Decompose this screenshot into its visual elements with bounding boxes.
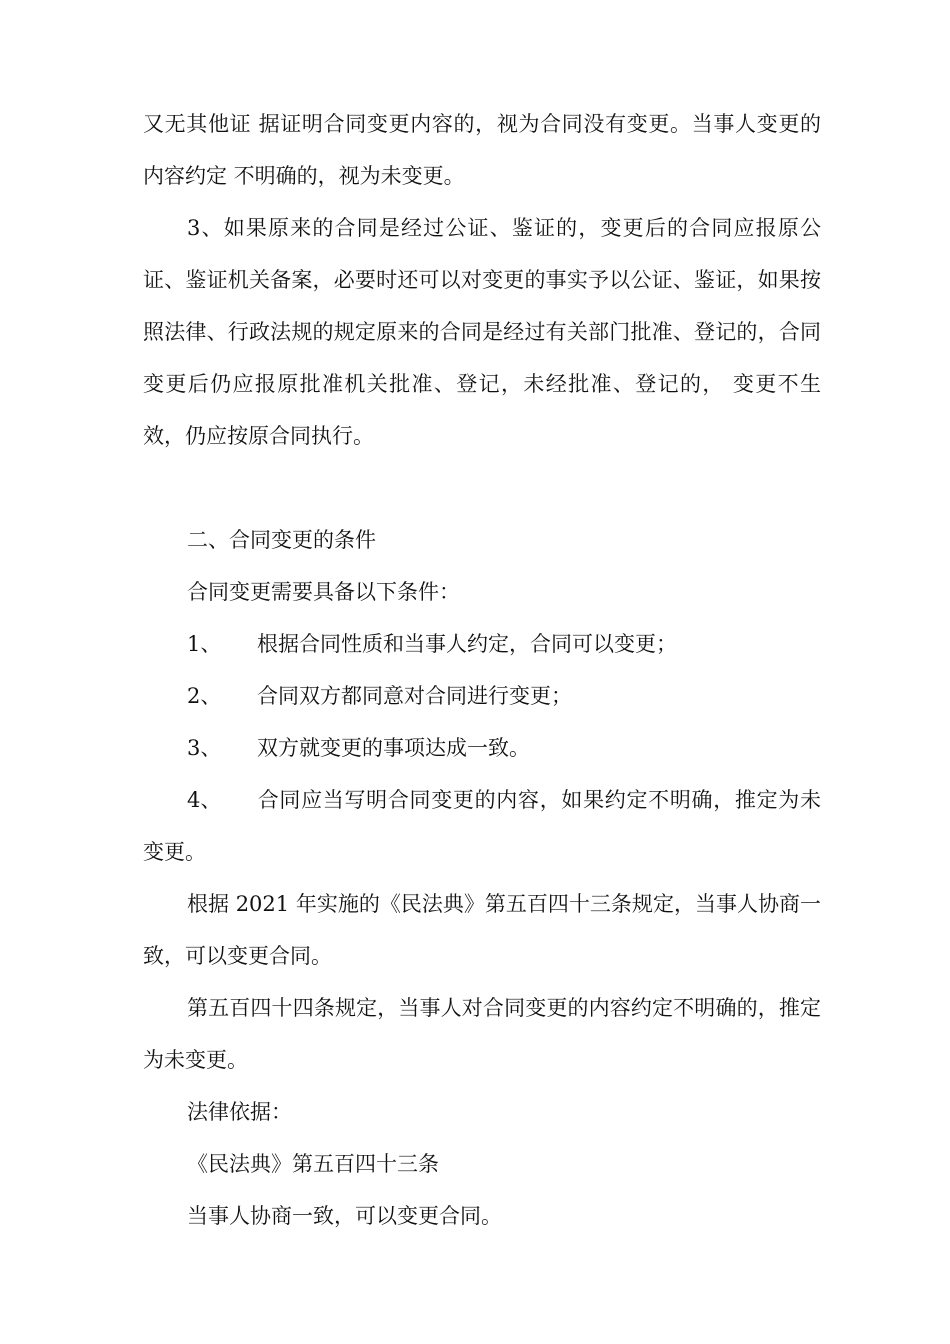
paragraph-continued: 又无其他证 据证明合同变更内容的，视为合同没有变更。当事人变更的内容约定 不明确的，视为未变更。 bbox=[143, 112, 821, 188]
list-item-text: 双方就变更的事项达成一致。 bbox=[257, 736, 530, 760]
list-item-text: 根据合同性质和当事人约定，合同可以变更； bbox=[257, 632, 677, 656]
list-item bbox=[143, 670, 821, 722]
list-item-text: 合同应当写明合同变更的内容，如果约定不明确，推定为未 变更。 bbox=[143, 788, 821, 864]
list-item-number: 2、 bbox=[187, 684, 222, 708]
list-item-text: 合同双方都同意对合同进行变更； bbox=[257, 684, 572, 708]
list-item-number: 1、 bbox=[187, 632, 222, 656]
conditions-intro: 合同变更需要具备以下条件： bbox=[187, 580, 460, 604]
section-heading: 二、合同变更的条件 bbox=[187, 528, 376, 552]
legal-basis-text: 当事人协商一致，可以变更合同。 bbox=[187, 1204, 502, 1228]
legal-basis-label: 法律依据： bbox=[187, 1100, 292, 1124]
paragraph-civil-code-544: 第五百四十四条规定，当事人对合同变更的内容约定不明确的，推定为未变更。 bbox=[143, 996, 821, 1072]
conditions-list bbox=[143, 618, 821, 878]
list-item-number: 4、 bbox=[187, 788, 222, 812]
paragraph-notarization: 3、如果原来的合同是经过公证、鉴证的，变更后的合同应报原公证、鉴证机关备案，必要时还可以对变更的事实予以公证、鉴证，如果按照法律、行政法规的规定原来的合同是经过有关部门批准、登记的，合同变更后仍应报原批准机关批准、登记，未经批准、登记的， 变更不生效，仍应按原合同执行。 bbox=[143, 216, 821, 448]
list-item bbox=[143, 722, 821, 774]
list-item-number: 3、 bbox=[187, 736, 222, 760]
list-item bbox=[143, 618, 821, 670]
blank-line bbox=[143, 462, 821, 514]
paragraph-civil-code-543: 根据 2021 年实施的《民法典》第五百四十三条规定，当事人协商一致，可以变更合同。 bbox=[143, 892, 821, 968]
legal-basis-title: 《民法典》第五百四十三条 bbox=[187, 1152, 439, 1176]
list-item bbox=[143, 774, 821, 878]
document-page bbox=[143, 98, 821, 1242]
